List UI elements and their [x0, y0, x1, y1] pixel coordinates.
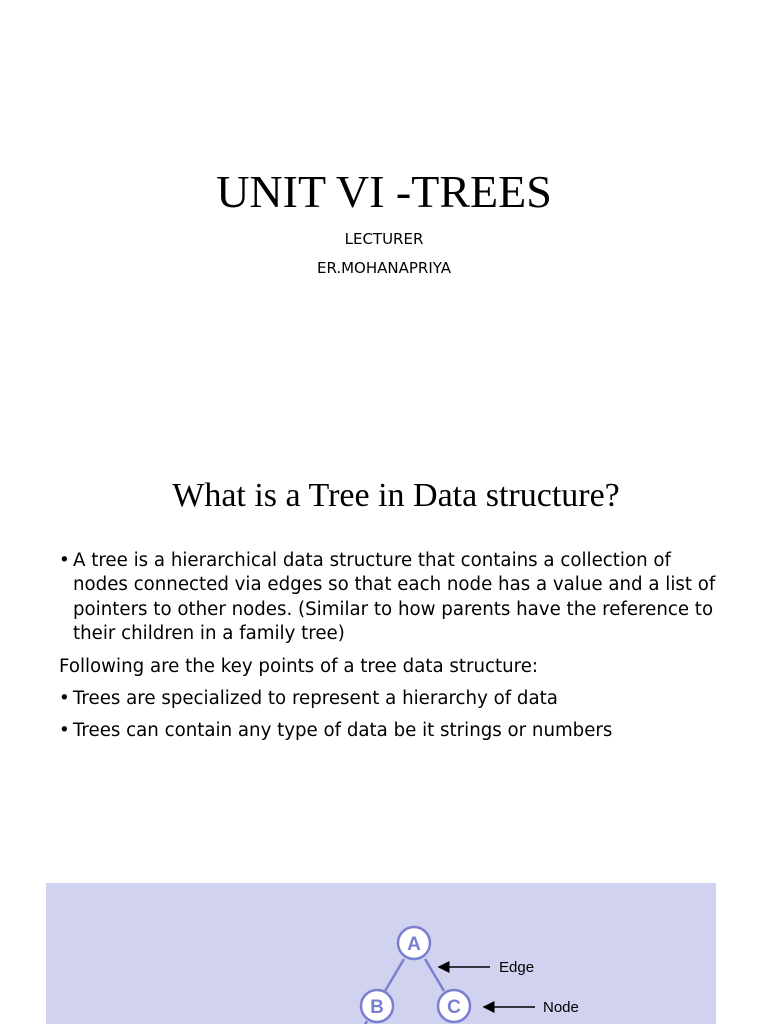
edge-label: Edge — [499, 959, 535, 976]
tree-node-c — [438, 990, 470, 1022]
node-label: C — [447, 997, 461, 1018]
slide-body — [59, 549, 729, 752]
tree-node-a — [398, 927, 430, 959]
key-points-intro: Following are the key points of a tree data structure: — [59, 655, 539, 677]
node-label: B — [370, 997, 384, 1018]
tree-diagram — [46, 883, 716, 1024]
content-slide — [0, 430, 768, 830]
node-label: A — [407, 934, 421, 955]
tree-diagram-panel — [46, 883, 716, 1024]
lecturer-name: ER.MOHANAPRIYA — [316, 259, 452, 277]
bullet-definition: • A tree is a hierarchical data structure that contains a collection of nodes connected via edges so that each node has a value and a list of pointers to other nodes. (Similar to how parents have the reference to their children in a family tree) — [59, 549, 729, 647]
slide-title: UNIT VI -TREES — [216, 166, 552, 217]
title-slide — [0, 0, 768, 430]
tree-edge — [425, 959, 444, 991]
lecturer-label: LECTURER — [344, 230, 424, 248]
tree-node-b — [361, 990, 393, 1022]
slide-heading: What is a Tree in Data structure? — [172, 477, 620, 514]
bullet-point: • Trees can contain any type of data be it strings or numbers — [59, 719, 729, 743]
tree-edge — [385, 959, 404, 991]
bullet-point: • Trees are specialized to represent a hierarchy of data — [59, 687, 729, 711]
node-legend-label: Node — [543, 999, 579, 1016]
